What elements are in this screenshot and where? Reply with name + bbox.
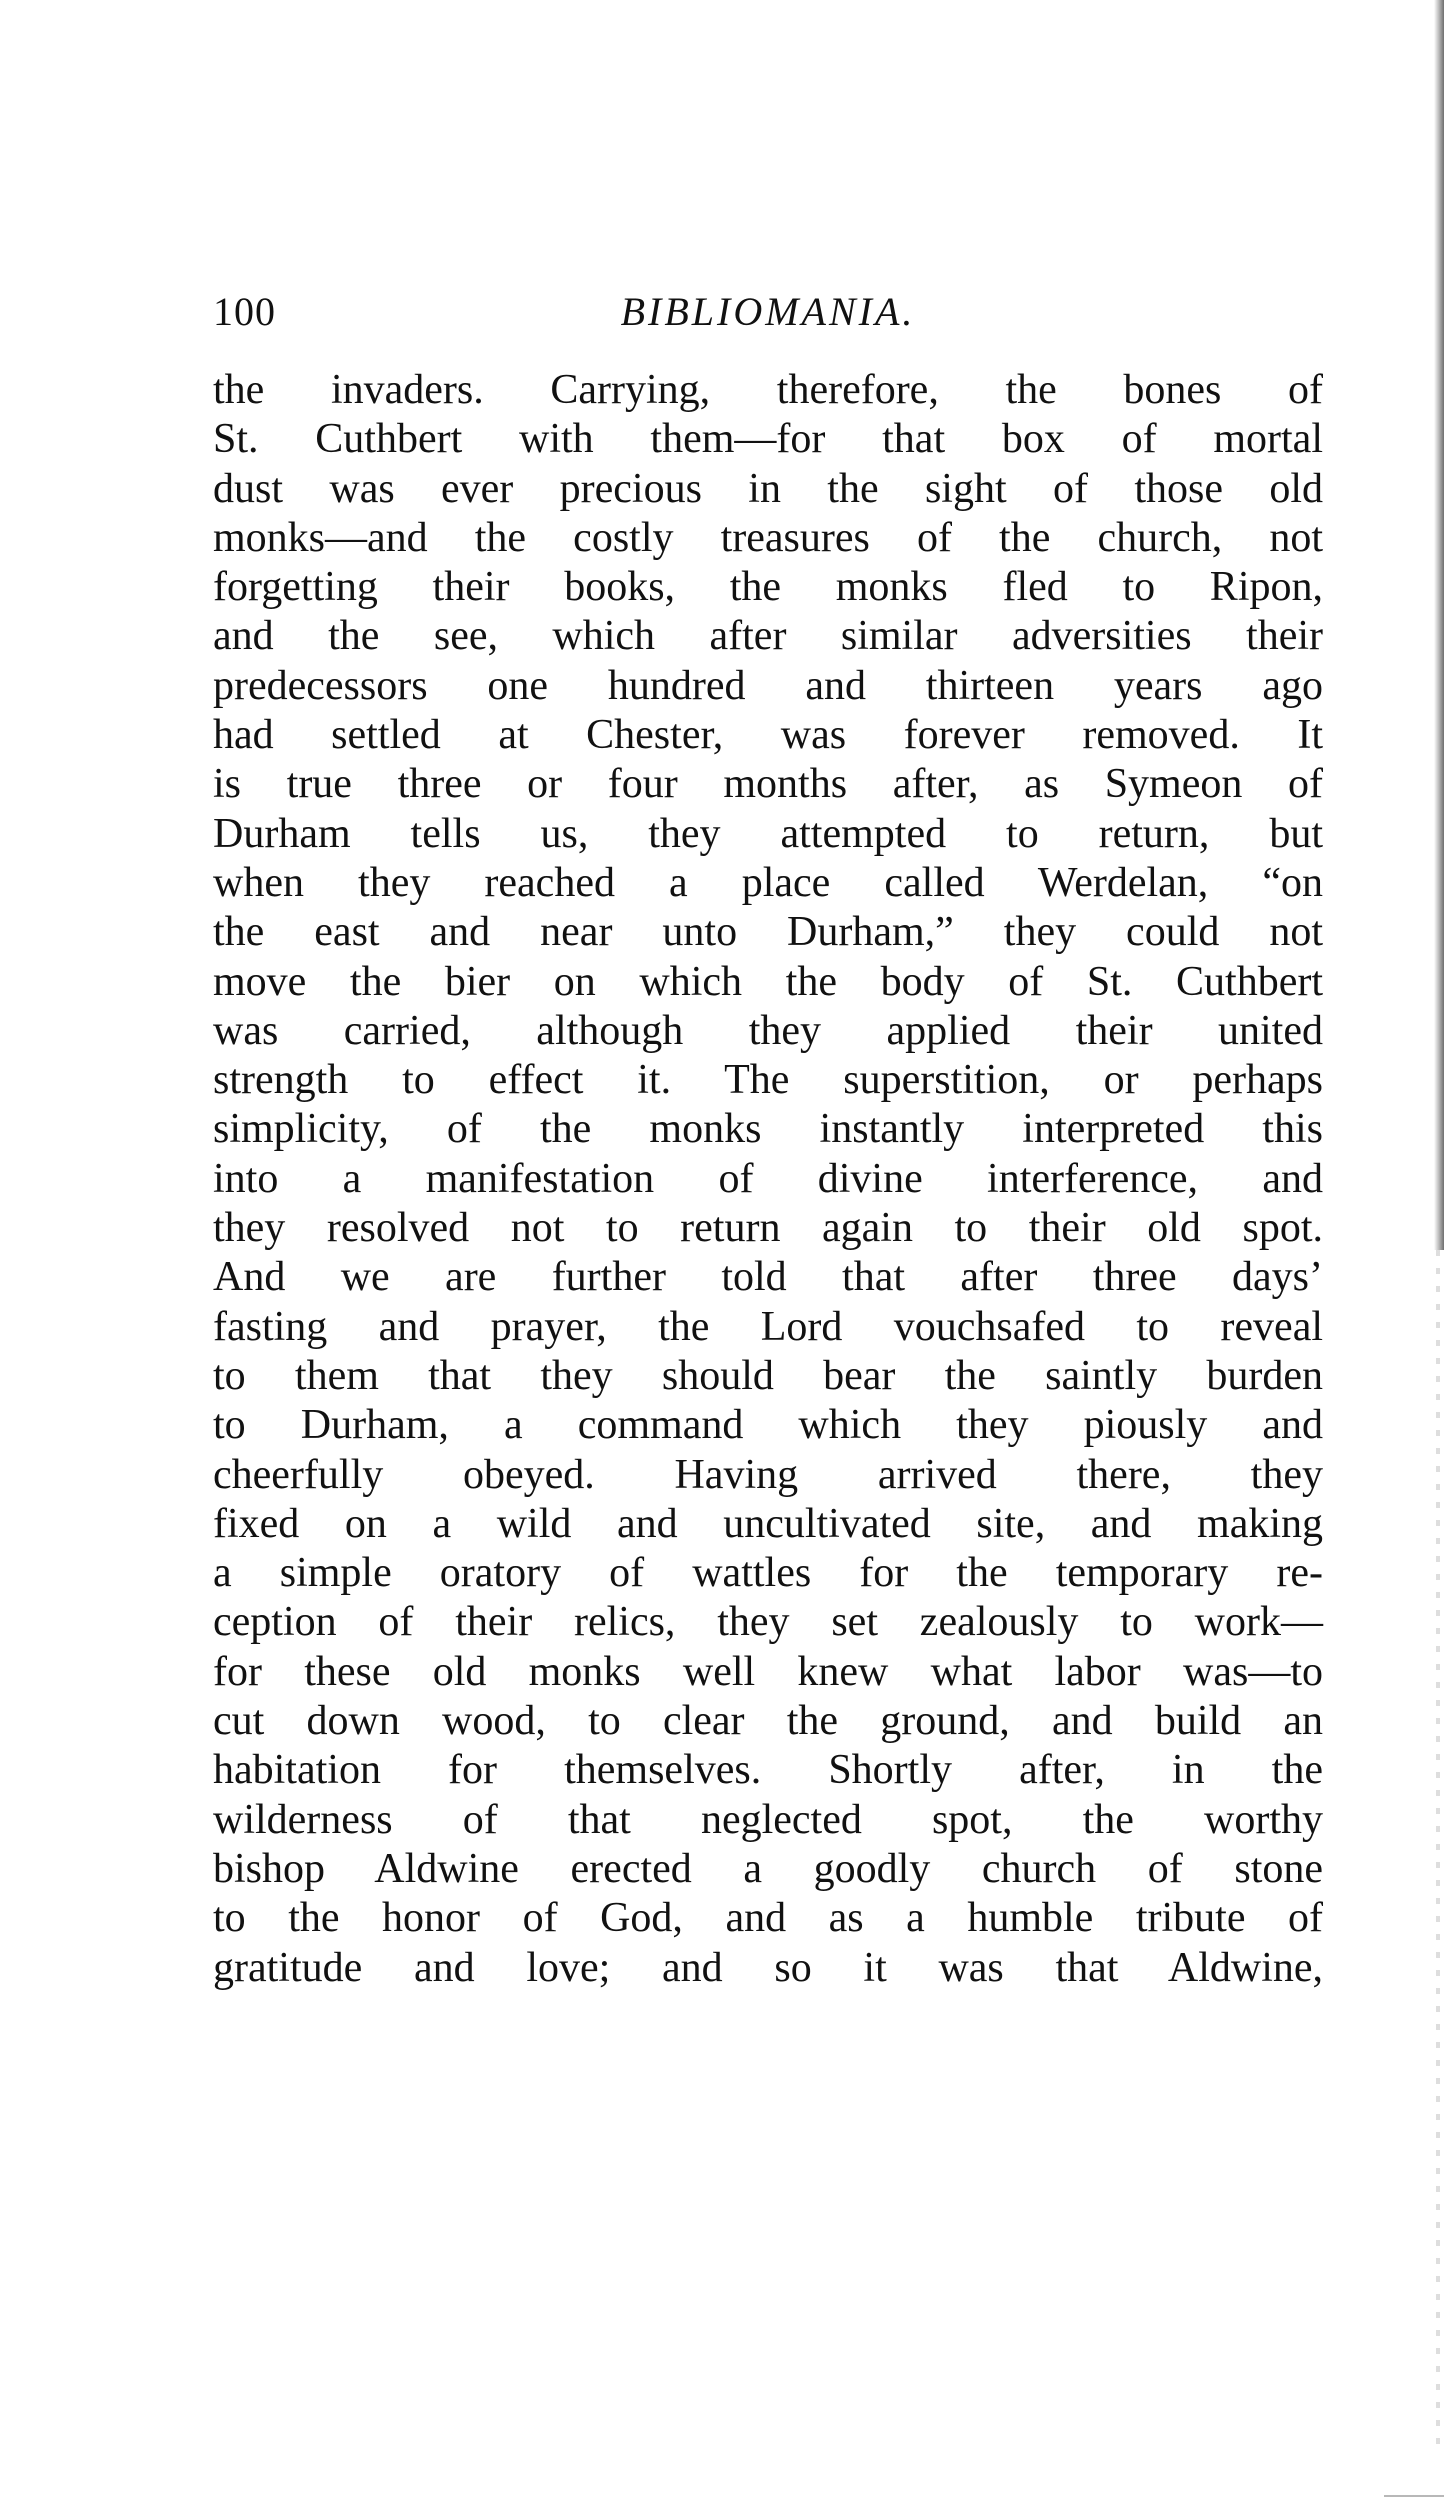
body-text — [213, 366, 1323, 1993]
text-line: to the honor of God, and as a humble tribute of — [213, 1895, 1323, 1942]
text-line: wilderness of that neglected spot, the worthy — [213, 1796, 1323, 1843]
text-line: the invaders. Carrying, therefore, the bones of — [213, 367, 1323, 413]
binding-edge — [1434, 0, 1444, 1250]
text-line: fasting and prayer, the Lord vouchsafed to reveal — [213, 1303, 1323, 1350]
text-line: into a manifestation of divine interference, and — [213, 1155, 1323, 1202]
text-line: monks—and the costly treasures of the church, not — [213, 514, 1323, 561]
page-header — [213, 282, 1323, 342]
text-line: St. Cuthbert with them—for that box of mortal — [213, 416, 1323, 463]
page-number: 100 — [213, 289, 276, 334]
text-line: to them that they should bear the saintly burden — [213, 1352, 1323, 1399]
text-line: a simple oratory of wattles for the temporary re- — [213, 1550, 1323, 1597]
text-line: cut down wood, to clear the ground, and build an — [213, 1698, 1323, 1745]
text-line: fixed on a wild and uncultivated site, and making — [213, 1500, 1323, 1547]
text-line: predecessors one hundred and thirteen years ago — [213, 662, 1323, 709]
page-corner-mark — [1384, 2495, 1444, 2509]
text-line: forgetting their books, the monks fled to Ripon, — [213, 564, 1323, 611]
text-line: ception of their relics, they set zealously to work— — [213, 1599, 1323, 1646]
text-line: dust was ever precious in the sight of those old — [213, 465, 1323, 512]
text-line: was carried, although they applied their united — [213, 1007, 1323, 1054]
text-line: move the bier on which the body of St. Cuthbert — [213, 958, 1323, 1005]
text-line: strength to effect it. The superstition, or perhaps — [213, 1057, 1323, 1104]
text-line: Durham tells us, they attempted to return, but — [213, 810, 1323, 857]
text-line: for these old monks well knew what labor was—to — [213, 1648, 1323, 1695]
text-line: the east and near unto Durham,” they could not — [213, 909, 1323, 956]
text-line: they resolved not to return again to their old spot. — [213, 1205, 1323, 1252]
text-line: when they reached a place called Werdelan, “on — [213, 859, 1323, 906]
text-line: is true three or four months after, as Symeon of — [213, 761, 1323, 808]
binding-edge-lower — [1436, 1250, 1440, 2450]
text-line: had settled at Chester, was forever removed. It — [213, 712, 1323, 759]
text-line: cheerfully obeyed. Having arrived there, they — [213, 1451, 1323, 1498]
text-line: gratitude and love; and so it was that Aldwine, — [213, 1944, 1323, 1991]
text-line: And we are further told that after three days’ — [213, 1254, 1323, 1301]
text-line: bishop Aldwine erected a goodly church of stone — [213, 1845, 1323, 1892]
text-line: and the see, which after similar adversities their — [213, 613, 1323, 660]
text-line: habitation for themselves. Shortly after, in the — [213, 1747, 1323, 1794]
running-title: BIBLIOMANIA. — [620, 289, 916, 334]
text-line: to Durham, a command which they piously and — [213, 1402, 1323, 1449]
text-line: simplicity, of the monks instantly interpreted this — [213, 1106, 1323, 1153]
